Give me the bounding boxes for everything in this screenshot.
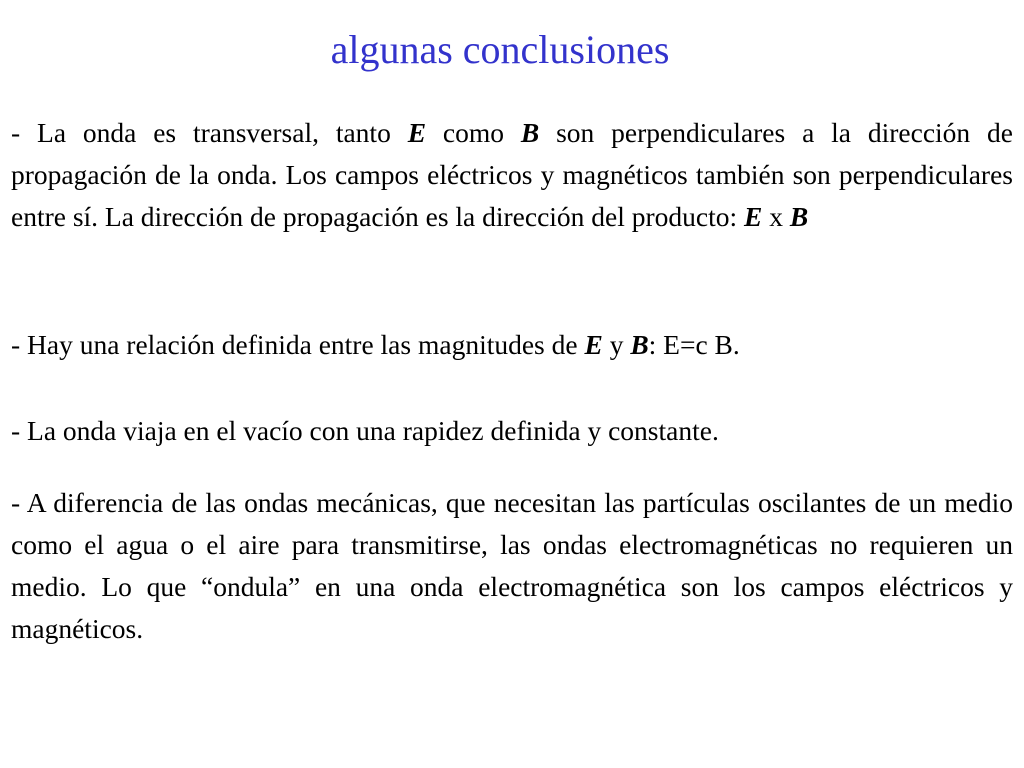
magnetic-field-symbol: B <box>630 329 649 360</box>
text-run: son perpendiculares a la dirección de propagación de la onda. Los campos eléctricos y magnéticos también son perpendiculares entre sí. La dirección de propagación es la dirección del producto: <box>11 117 1013 232</box>
magnetic-field-symbol: B <box>520 117 540 148</box>
conclusion-paragraph-1 <box>11 112 1013 238</box>
text-run: - La onda es transversal, tanto <box>11 117 408 148</box>
text-run: - Hay una relación definida entre las magnitudes de <box>11 329 585 360</box>
text-run: - La onda viaja en el vacío con una rapidez definida y constante. <box>11 415 719 446</box>
text-run: como <box>426 117 521 148</box>
electric-field-symbol: E <box>584 329 603 360</box>
text-run: - A diferencia de las ondas mecánicas, que necesitan las partículas oscilantes de un medio como el agua o el aire para transmitirse, las ondas electromagnéticas no requieren un medio. Lo que “ondula” en una onda electromagnética son los campos eléctricos y magnéticos. <box>11 487 1013 644</box>
text-run: x <box>762 201 790 232</box>
magnetic-field-symbol: B <box>789 201 809 232</box>
electric-field-symbol: E <box>744 201 763 232</box>
electric-field-symbol: E <box>407 117 427 148</box>
text-run: : E=c B. <box>648 329 740 360</box>
slide-title: algunas conclusiones <box>330 27 670 72</box>
conclusion-paragraph-3 <box>11 410 1013 452</box>
text-run: y <box>602 329 631 360</box>
conclusion-paragraph-2 <box>11 324 1013 366</box>
conclusion-paragraph-4 <box>11 482 1013 650</box>
